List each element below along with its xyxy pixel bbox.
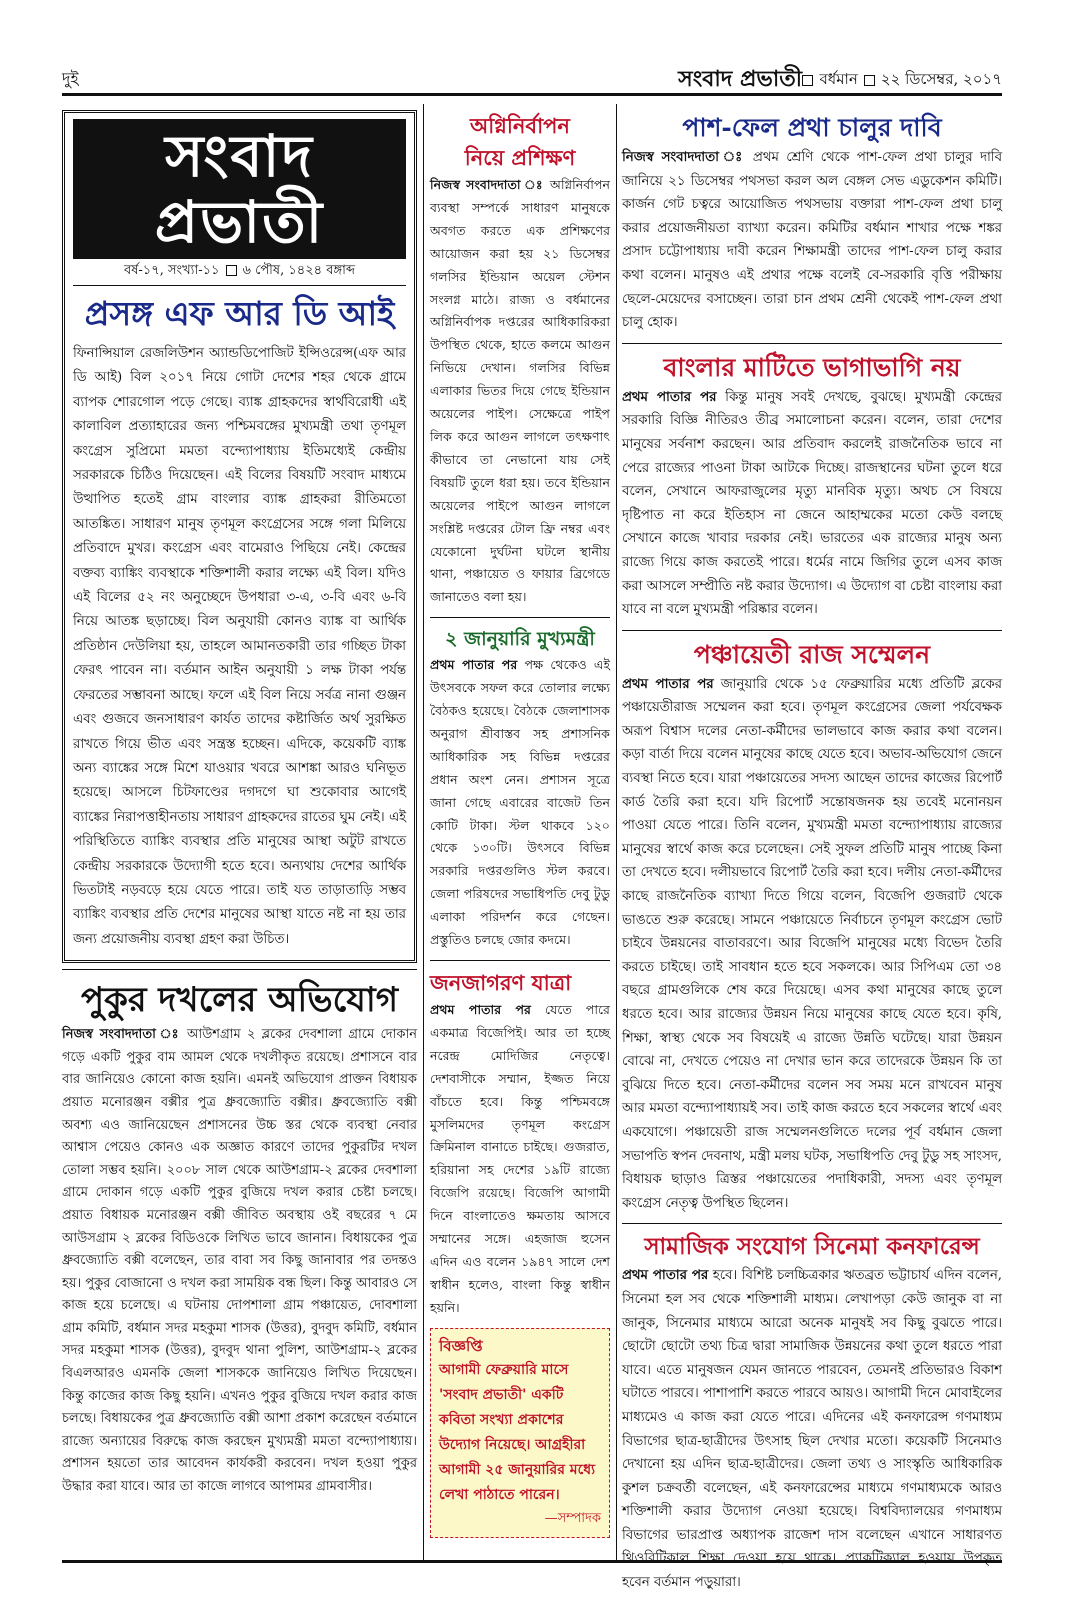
story-body: আউশগ্রাম ২ ব্লকের দেবশালা গ্রামে দোকান গড়ে একটি পুকুর বাম আমল থেকে দখলীকৃত রয়েছে। প্রশাসনে বার বার জানিয়েও কোনো কাজ হয়নি। এমনই অভিযোগ প্রাক্তন বিধায়ক প্রয়াত মনোরঞ্জন বক্সীর পুত্র ধ্রুবজ্যোতি বক্সীর। ধ্রুবজ্যোতি বক্সী অবশ্য এও জানিয়েছেন প্রশাসনের উচ্চ স্তর থেকে ব্যবস্থা নেবার আশ্বাস পেয়েও কোনও এক অজ্ঞাত কারণে তাদের পুকুরটির দখল তোলা সম্ভব হয়নি। ২০০৮ সাল থেকে আউশগ্রাম-২ ব্লকের দেবশালা গ্রামে দোকান গড়ে একটি পুকুর বুজিয়ে দখল করার চেষ্টা চলছে। প্রয়াত বিধায়ক মনোরঞ্জন বক্সী জীবিত অবস্থায় ওই বছরের ৭ মে আউসগ্রাম ২ ব্লকের বিডিওকে লিখিত ভাবে জানান। বিধায়কের পুত্র ধ্রুবজ্যোতি বক্সী বলেছেন, তার বাবা সব কিছু জানাবার পর তদন্তও হয়। পুকুর বোজানো ও দখল করা সাময়িক বন্ধ ছিল। কিন্তু আবারও সে কাজ হয়ে চলেছে। এ ঘটনায় দোপশালা গ্রাম পঞ্চায়েত, দোবশালা গ্রাম কমিটি, বর্ধমান সদর মহকুমা শাসক (উত্তর), বুদবুদ কমিটি, বর্ধমান সদর মহকুমা শাসক (উত্তর), বুদবুদ থানা পুলিশ, আউশগ্রাম-২ ব্লকের বিএলআরও এমনকি জেলা শাসককে জানিয়েও লিখিত দিয়েছেন। কিন্তু কাজের কাজ কিছু হয়নি। এখনও পুকুর বুজিয়ে দখল করার কাজ চলছে। বিধায়কের পুত্র ধ্রুবজ্যোতি বক্সী আশা প্রকাশ করেছেন বর্তমানে রাজ্যে অন্যায়ের বিরুদ্ধে কাজ করছেন মুখ্যমন্ত্রী মমতা বন্দ্যোপাধ্যায়। প্রশাসন হয়তো তার আবেদন কার্যকরী করবেন। দখল হওয়া পুকুর উদ্ধার করা যাবে। আর তা কাজে লাগবে আপামর গ্রামবাসীর। <box>62 1027 417 1495</box>
story-text <box>622 1264 1002 1594</box>
paper-name-small: সংবাদ প্রভাতী <box>678 66 802 92</box>
box-glyph-icon <box>226 265 237 276</box>
story-headline: ২ জানুয়ারি মুখ্যমন্ত্রী <box>445 628 595 651</box>
headline-line-2: নিয়ে প্রশিক্ষণ <box>464 145 576 170</box>
byline: নিজস্ব সংবাদদাতা ঃ <box>62 1027 181 1043</box>
byline: নিজস্ব সংবাদদাতা ঃ <box>430 177 545 192</box>
story-panchayat <box>622 637 1002 1216</box>
story-headline: পাশ-ফেল প্রথা চালুর দাবি <box>682 113 942 142</box>
issue-date: ২২ ডিসেম্বর, ২০১৭ <box>880 70 1002 88</box>
story-text <box>622 386 1002 622</box>
story-headline: জনজাগরণ যাত্রা <box>430 970 572 995</box>
story-body: যেতে পারে একমাত্র বিজেপিই। আর তা হচ্ছে নরেন্দ্র মোদিজির নেতৃত্বে। দেশবাসীকে সম্মান, ইজ্জত নিয়ে বাঁচতে হবে। কিন্তু পশ্চিমবঙ্গে মুসলিমদের তৃণমূল কংগ্রেস ক্রিমিনাল বানাতে চাইছে। গুজরাত, হরিয়ানা সহ দেশের ১৯টি রাজ্যে বিজেপি রয়েছে। বিজেপি আগামী দিনে বাংলাতেও ক্ষমতায় আসবে সম্মানের সঙ্গে। এহজাজ হুসেন এদিন এও বলেন ১৯৪৭ সালে দেশ স্বাধীন হলেও, বাংলা কিন্তু স্বাধীন হয়নি। <box>430 1002 610 1315</box>
story-headline: পুকুর দখলের অভিযোগ <box>80 980 399 1021</box>
page-number: দুই <box>62 69 79 88</box>
divider <box>430 960 610 961</box>
divider <box>622 343 1002 344</box>
byline: প্রথম পাতার পর <box>430 1002 531 1017</box>
byline: নিজস্ব সংবাদদাতা ঃ <box>622 150 746 165</box>
byline: প্রথম পাতার পর <box>430 657 518 673</box>
story-body: অগ্নিনির্বাপন ব্যবস্থা সম্পর্কে সাধারণ মানুষকে অবগত করতে এক প্রশিক্ষণের আয়োজন করা হয় ২১ ডিসেম্বর গলসির ইন্ডিয়ান অয়েল স্টেশন সংলগ্ন মাঠে। রাজ্য ও বর্ধমানের অগ্নিনির্বাপক দপ্তরের আধিকারিকরা উপস্থিত থেকে, হাতে কলমে আগুন নিভিয়ে দেখান। গলসির বিভিন্ন এলাকার ভিতর দিয়ে গেছে ইন্ডিয়ান অয়েলের পাইপ। সেক্ষেত্রে পাইপ লিক করে আগুন লাগলে তৎক্ষণাৎ কীভাবে তা নেভানো যায় সেই বিষয়টি তুলে ধরা হয়। তবে ইন্ডিয়ান অয়েলের পাইপে আগুন লাগলে সংশ্লিষ্ট দপ্তরের টোল ফ্রি নম্বর এবং যেকোনো দুর্ঘটনা ঘটলে স্থানীয় থানা, পঞ্চায়েত ও ফায়ার ব্রিগেডে জানাতেও বলা হয়। <box>430 177 610 605</box>
story-body: পক্ষ থেকেও এই উৎসবকে সফল করে তোলার লক্ষ্যে বৈঠকও হয়েছে। বৈঠকে জেলাশাসক অনুরাগ শ্রীবাস্তব সহ প্রশাসনিক আধিকারিক সহ বিভিন্ন দপ্তরের প্রধান অংশ নেন। প্রশাসন সূত্রে জানা গেছে এবারের বাজেট তিন কোটি টাকা। স্টল থাকবে ১২০ থেকে ১৩০টি। উৎসবে বিভিন্ন সরকারি দপ্তরগুলিও স্টল করবে। জেলা পরিষদের সভাধিপতি দেবু টুডু এলাকা পরিদর্শন করে গেছেন। প্রস্তুতিও চলছে জোর কদমে। <box>430 657 610 948</box>
place: বর্ধমান <box>819 70 858 88</box>
divider <box>62 969 417 970</box>
story-cinema <box>622 1230 1002 1594</box>
story-headline: সামাজিক সংযোগ সিনেমা কনফারেন্স <box>644 1233 980 1261</box>
story-text <box>622 673 1002 1216</box>
story-body: কিন্তু মানুষ সবই দেখছে, বুঝছে। মুখ্যমন্ত্রী কেন্দ্রের সরকারি বিজ্ঞি নীতিরও তীব্র সমালোচনা করেন। বলেন, তারা দেশের মানুষের সর্বনাশ করছেন। আর প্রতিবাদ করলেই রাজনৈতিক ভাবে না পেরে রাজ্যের পাওনা টাকা আটকে দিচ্ছে। রাজস্থানের ঘটনা তুলে ধরে বলেন, সেখানে আফরাজুলের মৃত্যু মানবিক মৃত্যু। অথচ সে বিষয়ে দৃষ্টিপাত না করে ইতিহাস না জেনে আহাম্মকের মতো কেউ বলছে সেখানে কাজে খাবার দরকার নেই। ভারতের এক রাজ্যের মানুষ অন্য রাজ্যে গিয়ে কাজ করতেই পারে। ধর্মের নামে জিগির তুলে এসব কাজ করা আসলে সম্প্রীতি নষ্ট করার উদ্যোগ। এ উদ্যোগ বা চেষ্টা বাংলায় করা যাবে না বলে মুখ্যমন্ত্রী পরিষ্কার বলেন। <box>622 389 1002 618</box>
masthead-meta <box>73 259 406 286</box>
editorial-body: ফিনান্সিয়াল রেজলিউশন অ্যান্ডডিপোজিট ইন্সিওরেন্স(এফ আর ডি আই) বিল ২০১৭ নিয়ে গোটা দেশের শহর থেকে গ্রামে ব্যাপক শোরগোল পড়ে গেছে। ব্যাঙ্ক গ্রাহকদের স্বার্থবিরোধী এই কালাবিল প্রত্যাহারের জন্য পশ্চিমবঙ্গের মুখ্যমন্ত্রী তথা তৃণমূল কংগ্রেস সুপ্রিমো মমতা বন্দ্যোপাধ্যায় ইতিমধ্যেই কেন্দ্রীয় সরকারকে চিঠিও দিয়েছেন। এই বিলের বিষয়টি সংবাদ মাধ্যমে উত্থাপিত হতেই গ্রাম বাংলার ব্যাঙ্ক গ্রাহকরা রীতিমতো আতঙ্কিত। সাধারণ মানুষ তৃণমূল কংগ্রেসের সঙ্গে গলা মিলিয়ে প্রতিবাদে মুখর। কংগ্রেস এবং বামেরাও পিছিয়ে নেই। কেন্দ্রের বক্তব্য ব্যাঙ্কিং ব্যবস্থাকে শক্তিশালী করার লক্ষ্যে এই বিল। যদিও এই বিলের ৫২ নং অনুচ্ছেদে উপধারা ৩-এ, ৩-বি এবং ৬-বি নিয়ে আতঙ্ক ছড়াচ্ছে। বিল অনুযায়ী কোনও ব্যাঙ্ক বা আর্থিক প্রতিষ্ঠান দেউলিয়া হয়, তাহলে আমানতকারী তার গচ্ছিত টাকা ফেরৎ পাবেন না। বর্তমান আইন অনুযায়ী ১ লক্ষ টাকা পর্যন্ত ফেরতের সম্ভাবনা আছে। ফলে এই বিল নিয়ে সর্বত্র নানা গুঞ্জন এবং গুজবে জনসাধারণ কার্যত তাদের কষ্টার্জিত অর্থ সুরক্ষিত রাখতে গিয়ে ভীত এবং সন্ত্রস্ত হচ্ছেন। এদিকে, কয়েকটি ব্যাঙ্ক অন্য ব্যাঙ্কের সঙ্গে মিশে যাওয়ার খবরে আশঙ্কা আরও ঘনিভূত হয়েছে। আসলে চিটফাণ্ডের দগদগে ঘা শুকোবার আগেই ব্যাঙ্কের নিরাপত্তাহীনতায় সাধারণ গ্রাহকদের রাতের ঘুম নেই। এই পরিস্থিতিতে ব্যাঙ্কিং ব্যবস্থার প্রতি মানুষের আস্থা অটুট রাখতে কেন্দ্রীয় সরকারকে উদ্যোগী হতে হবে। অন্যথায় দেশের আর্থিক ভিতটাই নড়বড়ে হয়ে যেতে পারে। তাই যত তাড়াতাড়ি সম্ভব ব্যাঙ্কিং ব্যবস্থার প্রতি দেশের মানুষের আস্থা যাতে নষ্ট না হয় তার জন্য প্রয়োজনীয় ব্যবস্থা গ্রহণ করা উচিত। <box>73 346 406 947</box>
story-text <box>622 146 1002 335</box>
story-pond <box>62 976 417 1498</box>
story-text <box>62 1024 417 1498</box>
dateline <box>796 68 1002 93</box>
masthead-box <box>62 110 417 963</box>
story-text <box>430 174 610 609</box>
notice-title: বিজ্ঞপ্তি <box>439 1336 483 1355</box>
story-text <box>430 654 610 952</box>
notice-box <box>430 1328 610 1538</box>
story-body: হবে। বিশিষ্ট চলচ্চিত্রকার ঋতব্রত ভট্টাচার্য এদিন বলেন, সিনেমা হল সব থেকে শক্তিশালী মাধ্যম। লেখাপড়া কেউ জানুক বা না জানুক, সিনেমার মাধ্যমে আরো অনেক মানুষই সব কিছু বুঝতে পারে। ছোটো ছোটো তথ্য চিত্র দ্বারা সামাজিক উন্নয়নের কথা তুলে ধরতে পারা যাবে। এতে মানুষজন যেমন জানতে পারবেন, তেমনই প্রতিভারও বিকাশ ঘটাতে পারবে। পাশাপাশি করতে পারবে আয়ও। আগামী দিনে মোবাইলের মাধ্যমেও এ কাজ করা যেতে পারে। এদিনের এই কনফারেন্স গণমাধ্যম বিভাগের ছাত্র-ছাত্রীদের উৎসাহ ছিল দেখার মতো। কয়েকটি সিনেমাও দেখানো হয় এদিন ছাত্র-ছাত্রীদের। জেলা তথ্য ও সাংস্কৃতি আধিকারিক কুশল চক্রবর্তী বলেছেন, এই কনফারেন্সের মাধ্যমে গণমাধ্যমকে আরও শক্তিশালী করার উদ্যোগ নেওয়া হয়েছে। বিশ্ববিদ্যালয়ের গণমাধ্যম বিভাগের ভারপ্রাপ্ত অধ্যাপক রাজেশ দাস বলেছেন এখানে সাধারণত থিওরিটিকাল শিক্ষা দেওয়া হয়ে থাকে। প্র্যাকটিক্যাল হওয়ায় উপকৃত হবেন বর্তমান পড়ুয়ারা। <box>622 1268 1002 1591</box>
story-body: জানুয়ারি থেকে ১৫ ফেব্রুয়ারির মধ্যে প্রতিটি ব্লকের পঞ্চায়েতীরাজ সম্মেলন করা হবে। তৃণমূল কংগ্রেসের জেলা পর্যবেক্ষক অরূপ বিশ্বাস দলের নেতা-কর্মীদের ভালভাবে কাজ করার কথা বলেন। কড়া বার্তা দিয়ে বলেন মানুষের কাছে যেতে হবে। অভাব-অভিযোগ জেনে ব্যবস্থা নিতে হবে। যারা পঞ্চায়েতের সদস্য আছেন তাদের কাজের রিপোর্ট কার্ড তৈরি করা হবে। যদি রিপোর্ট সন্তোষজনক হয় তবেই মনোনয়ন পাওয়া যেতে পারে। তিনি বলেন, মুখ্যমন্ত্রী মমতা বন্দ্যোপাধ্যায় রাজ্যের মানুষের স্বার্থে কাজ করে চলেছেন। সেই সুফল প্রতিটি মানুষ পাচ্ছে কিনা তা দেখতে হবে। দলীয়ভাবে রিপোর্ট তৈরি করা হবে। দলীয় নেতা-কর্মীদের কাছে রাজনৈতিক ব্যাখ্যা দিতে গিয়ে বলেন, বিজেপি গুজরাট থেকে ভাঙতে শুরু করেছে। সামনে পঞ্চায়েতে নির্বাচনে তৃণমূল কংগ্রেস ভোট চাইবে উন্নয়নের বাতাবরণে। আর বিজেপি মানুষের মধ্যে বিভেদ তৈরি করতে চাইছে। তাই সাবধান হতে হবে সকলকে। আর সিপিএম তো ৩৪ বছরে গ্রামগুলিকে শেষ করে দিয়েছে। এসব কথা মানুষের কাছে তুলে ধরতে হবে। আর রাজ্যের উন্নয়ন নিয়ে মানুষের কাছে যেতে হবে। কৃষি, শিক্ষা, স্বাস্থ্য থেকে সব বিষয়েই এ রাজ্যে উন্নতি ঘটেছে। যারা উন্নয়ন বোঝে না, দেখতে পেয়েও না দেখার ভান করে তাদেরকে উন্নয়ন কি তা বুঝিয়ে দিতে হবে। নেতা-কর্মীদের বলেন সব সময় মনে রাখবেন মানুষ আর মমতা বন্দ্যোপাধ্যায়ই সব। তাই কাজ করতে হবে সকলের স্বার্থে এবং একযোগে। পঞ্চায়েতী রাজ সম্মেলনগুলিতে দলের পূর্ব বর্ধমান জেলা সভাপতি স্বপন দেবনাথ, মন্ত্রী মলয় ঘটক, সভাধিপতি দেবু টুডু সহ সাংসদ, বিধায়ক ছাড়াও ত্রিস্তর পঞ্চায়েতের পদাধিকারী, সদস্য এবং তৃণমূল কংগ্রেস নেতৃত্ব উপস্থিত ছিলেন। <box>622 676 1003 1211</box>
column-right <box>622 110 1002 1600</box>
column-middle <box>430 110 610 1538</box>
volume-issue: বর্ষ-১৭, সংখ্যা-১১ <box>124 263 220 278</box>
masthead-title: সংবাদ প্রভাতী <box>73 119 406 259</box>
divider <box>622 630 1002 631</box>
story-fire <box>430 110 610 609</box>
story-headline <box>430 110 610 174</box>
story-body: প্রথম শ্রেণি থেকে পাশ-ফেল প্রথা চালুর দাবি জানিয়ে ২১ ডিসেম্বর পথসভা করল অল বেঙ্গল সেভ এডুকেশন কমিটি। কার্জন গেট চত্বরে আয়োজিত পথসভায় বক্তারা পাশ-ফেল প্রথা চালু করার প্রয়োজনীয়তা ব্যাখ্যা করেন। কমিটির বর্ধমান শাখার পক্ষে শঙ্কর প্রসাদ চট্টোপাধ্যায় দাবী করেন শিক্ষামন্ত্রী তাদের পাশ-ফেল চালু করার কথা বলেন। মানুষও এই প্রথার পক্ষে বলেই বে-সরকারি বৃত্তি পরীক্ষায় ছেলে-মেয়েদের বসাচ্ছেন। তারা চান প্রথম শ্রেনী থেকেই পাশ-ফেল প্রথা চালু হোক। <box>622 150 1002 331</box>
notice-body: আগামী ফেব্রুয়ারি মাসে 'সংবাদ প্রভাতী' একটি কবিতা সংখ্যা প্রকাশের উদ্যোগ নিয়েছে। আগ্রহীরা আগামী ২৫ জানুয়ারির মধ্যে লেখা পাঠাতে পারেন। <box>439 1361 596 1503</box>
byline: প্রথম পাতার পর <box>622 1268 709 1284</box>
notice-signature: —সম্পাদক <box>544 1510 601 1526</box>
story-cm <box>430 624 610 952</box>
box-glyph-icon <box>802 75 813 86</box>
story-passfail <box>622 110 1002 335</box>
column-rule <box>423 104 424 1560</box>
story-text <box>430 999 610 1320</box>
byline: প্রথম পাতার পর <box>622 389 717 405</box>
column-left <box>62 110 417 1507</box>
box-glyph-icon <box>864 75 875 86</box>
page-bottom-rule <box>62 1560 1002 1563</box>
page-header <box>62 62 1002 96</box>
divider <box>430 617 610 618</box>
byline: প্রথম পাতার পর <box>622 676 714 692</box>
divider <box>622 1223 1002 1224</box>
story-headline: পঞ্চায়েতী রাজ সম্মেলন <box>693 639 931 669</box>
bengali-date: ৬ পৌষ, ১৪২৪ বঙ্গাব্দ <box>242 263 355 278</box>
column-rule <box>616 104 617 1560</box>
story-rally <box>430 967 610 1320</box>
story-bengal <box>622 350 1002 622</box>
headline-line-1: অগ্নিনির্বাপন <box>470 113 570 138</box>
editorial-headline: প্রসঙ্গ এফ আর ডি আই <box>84 294 395 333</box>
story-headline: বাংলার মাটিতে ভাগাভাগি নয় <box>663 352 961 382</box>
